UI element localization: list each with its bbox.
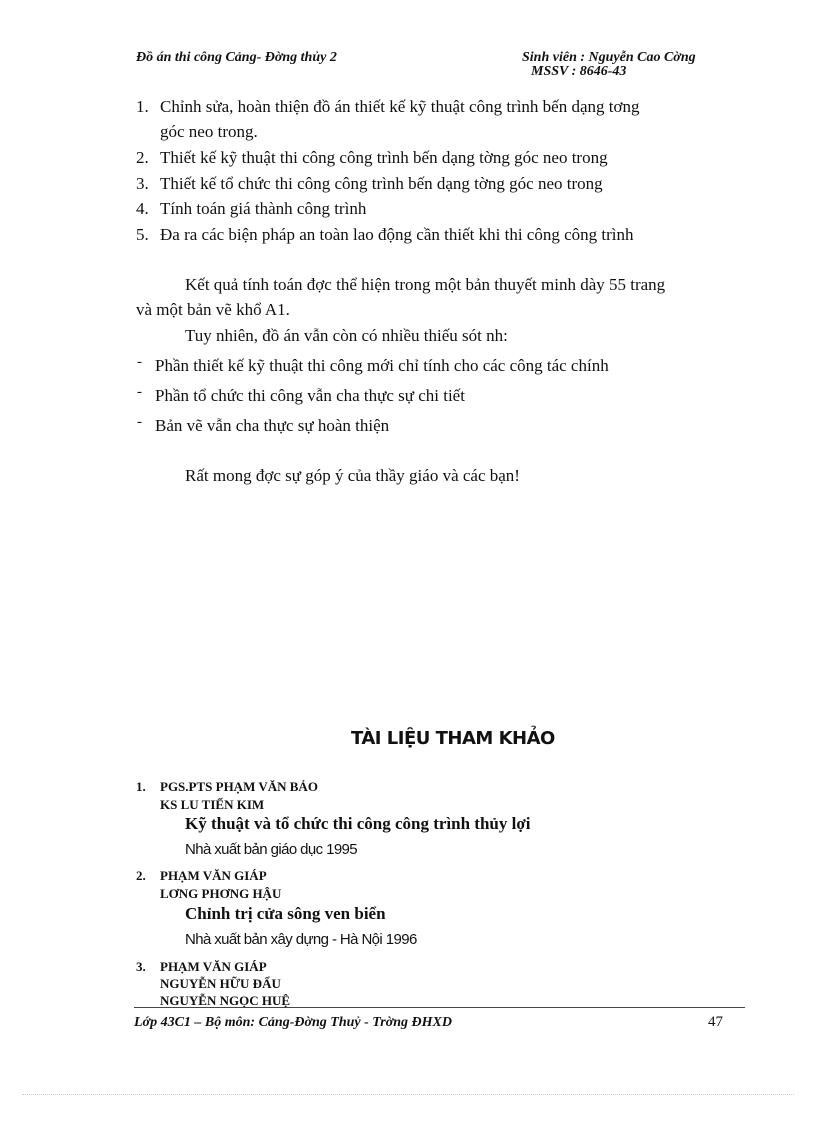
- result-line-2: và một bản vẽ khổ A1.: [136, 300, 290, 319]
- result-line-1: Kết quả tính toán đợc thể hiện trong một bản thuyết minh dày 55 trang: [185, 275, 666, 294]
- task-4-text: Tính toán giá thành công trình: [160, 199, 367, 218]
- header-student-id: MSSV : 8646-43: [531, 64, 627, 79]
- footer-class-dept: Lớp 43C1 – Bộ môn: Cảng-Đờng Thuỷ - Trờng ĐHXD: [134, 1015, 453, 1030]
- bullet-dash: -: [137, 414, 142, 430]
- reference-author: PGS.PTS PHẠM VĂN BẢO: [160, 779, 318, 794]
- bullet-dash: -: [137, 384, 142, 400]
- reference-author: NGUYỄN NGỌC HUỆ: [160, 993, 291, 1008]
- reference-author: KS LU TIẾN KIM: [160, 797, 265, 812]
- task-2-num: 2.: [136, 148, 149, 167]
- task-5-text: Đa ra các biện pháp an toàn lao động cần thiết khi thi công công trình: [160, 225, 634, 244]
- page-edge-divider: [22, 1094, 794, 1095]
- result-line-3: Tuy nhiên, đồ án vẫn còn có nhiều thiếu sót nh:: [185, 326, 508, 345]
- closing-line: Rất mong đợc sự góp ý của thầy giáo và các bạn!: [185, 466, 520, 485]
- task-2-text: Thiết kế kỹ thuật thi công công trình bến dạng tờng góc neo trong: [160, 148, 608, 167]
- reference-author: NGUYỄN HỮU ĐẨU: [160, 976, 281, 991]
- task-1-text: Chỉnh sửa, hoàn thiện đồ án thiết kế kỹ thuật công trình bến dạng tơng: [160, 97, 640, 116]
- reference-title: Chỉnh trị cửa sông ven biển: [185, 904, 386, 923]
- reference-publisher: Nhà xuất bản xây dựng - Hà Nội 1996: [185, 931, 417, 948]
- task-1-cont: góc neo trong.: [160, 122, 258, 141]
- shortcoming-2: Phần tổ chức thi công vẫn cha thực sự chi tiết: [155, 386, 465, 405]
- footer-divider: [134, 1007, 745, 1008]
- task-3-num: 3.: [136, 174, 149, 193]
- task-3-text: Thiết kế tổ chức thi công công trình bến dạng tờng góc neo trong: [160, 174, 603, 193]
- reference-number: 1.: [136, 779, 146, 794]
- reference-title: Kỹ thuật và tổ chức thi công công trình thủy lợi: [185, 814, 531, 833]
- reference-number: 3.: [136, 959, 146, 974]
- reference-author: LƠNG PHƠNG HẬU: [160, 886, 282, 901]
- task-4-num: 4.: [136, 199, 149, 218]
- reference-number: 2.: [136, 868, 146, 883]
- page-number: 47: [708, 1014, 723, 1030]
- reference-author: PHẠM VĂN GIÁP: [160, 959, 267, 974]
- reference-author: PHẠM VĂN GIÁP: [160, 868, 267, 883]
- reference-publisher: Nhà xuất bản giáo dục 1995: [185, 841, 358, 858]
- task-5-num: 5.: [136, 225, 149, 244]
- references-heading: TÀI LIỆU THAM KHẢO: [351, 728, 555, 749]
- header-title: Đồ án thi công Cảng- Đờng thủy 2: [136, 50, 337, 65]
- shortcoming-1: Phần thiết kế kỹ thuật thi công mới chỉ tính cho các công tác chính: [155, 356, 609, 375]
- task-1-num: 1.: [136, 97, 149, 116]
- shortcoming-3: Bản vẽ vẫn cha thực sự hoàn thiện: [155, 416, 390, 435]
- header-student: Sinh viên : Nguyễn Cao Cờng: [522, 50, 696, 65]
- bullet-dash: -: [137, 354, 142, 370]
